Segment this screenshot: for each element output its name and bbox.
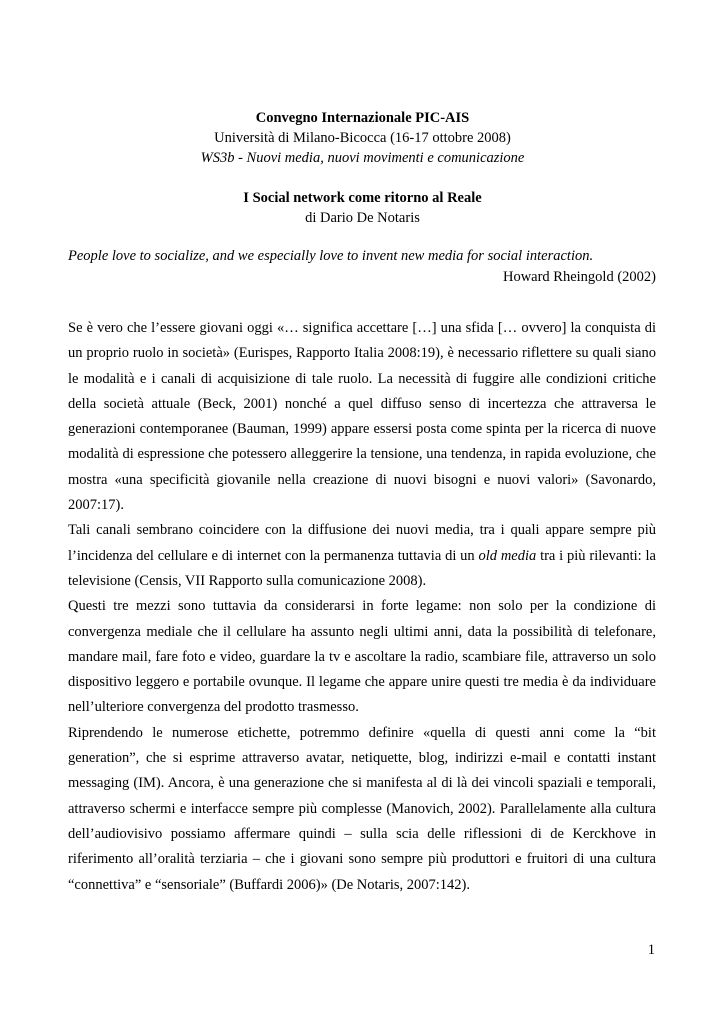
- page-number: 1: [647, 942, 655, 958]
- paper-title: I Social network come ritorno al Reale: [243, 190, 482, 206]
- header-spacer: [0, 168, 725, 188]
- paragraph-1: Se è vero che l’essere giovani oggi «… significa accettare […] una sfida [… ovvero] la conquista di un proprio ruolo in società» (Eurispes, Rapporto Italia 2008:19), è necessario riflettere su quali siano le modalità e i canali di acquisizione di tale ruolo. La necessità di fuggire alle condizioni critiche della società attuale (Beck, 2001) nonché a quel diffuso senso di incertezza che attraversa le generazioni contemporanee (Bauman, 1999) appare essersi posta come spinta per la ricerca di nuove modalità di espressione che potessero alleggerire la tensione, una tendenza, in rapida evoluzione, che mostra «una specificità giovanile nella creazione di nuovi bisogni e nuovi valori» (Savonardo, 2007:17).: [68, 320, 656, 514]
- epigraph-attribution: Howard Rheingold (2002): [502, 269, 656, 285]
- epigraph-quote: People love to socialize, and we especially love to invent new media for social interaction.: [68, 248, 594, 264]
- conference-title: Convegno Internazionale PIC-AIS: [255, 110, 470, 126]
- paper-author: di Dario De Notaris: [305, 210, 420, 226]
- paragraph-2: [68, 518, 656, 594]
- paragraph-2-part-1: Tali canali sembrano coincidere con la diffusione dei nuovi media, tra i quali appare sempre più l’incidenza del cellulare e di internet con la permanenza tuttavia di un: [68, 522, 656, 564]
- paragraph-4: Riprendendo le numerose etichette, potremmo definire «quella di questi anni come la “bit generation”, che si esprime attraverso avatar, netiquette, blog, indirizzi e-mail e contatti instant messaging (IM). Ancora, è una generazione che si manifesta al di là dei vincoli spaziali e temporali, attraverso schermi e interfacce sempre più complesse (Manovich, 2002). Parallelamente alla cultura dell’audiovisivo possiamo affermare quindi – sulla scia delle riflessioni di de Kerckhove in riferimento all’oralità terziaria – che i giovani sono sempre più produttori e fruitori di una cultura “connettiva” e “sensoriale” (Buffardi 2006)» (De Notaris, 2007:142).: [68, 724, 656, 893]
- paragraph-2-part-2: tra i più rilevanti: la televisione (Censis, VII Rapporto sulla comunicazione 2008).: [68, 547, 656, 589]
- epigraph: [68, 246, 656, 288]
- conference-venue: Università di Milano-Bicocca (16-17 ottobre 2008): [214, 130, 511, 146]
- workshop-title: WS3b - Nuovi media, nuovi movimenti e comunicazione: [200, 150, 525, 166]
- paragraph-2-emphasis: old media: [478, 547, 537, 564]
- paragraph-3: Questi tre mezzi sono tuttavia da considerarsi in forte legame: non solo per la condizione di convergenza mediale che il cellulare ha assunto negli ultimi anni, data la possibilità di telefonare, mandare mail, fare foto e video, guardare la tv e ascoltare la radio, scambiare file, attraverso un solo dispositivo leggero e portabile ovunque. Il legame che appare unire questi tre media è da individuare nell’ulteriore convergenza del prodotto trasmesso.: [68, 598, 656, 716]
- body-text: [68, 316, 656, 898]
- document-header: [0, 108, 725, 228]
